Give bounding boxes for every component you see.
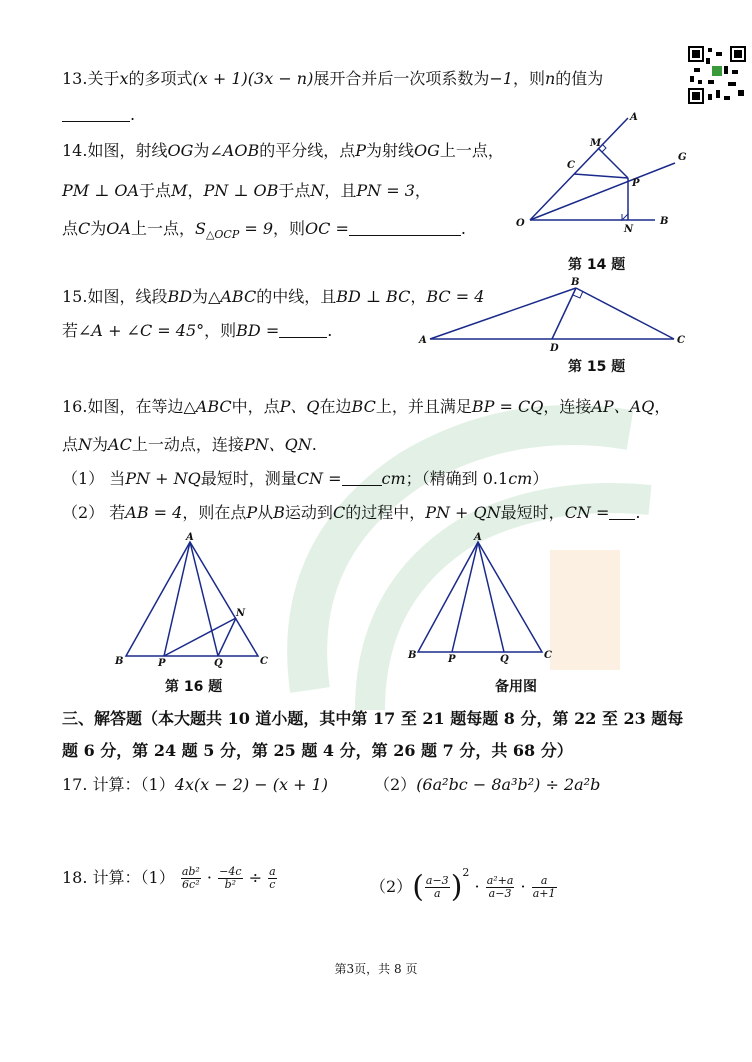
page-footer: 第3页，共 8 页 (334, 962, 418, 976)
question-16-line-1: 16.如图，在等边△ABC中，点P、Q在边BC上，并且满足BP = CQ，连接AP、AQ， (62, 397, 671, 416)
fig14-label-N: N (624, 224, 634, 235)
fig16b-label-C: C (544, 650, 552, 661)
qr-code-icon (688, 46, 746, 104)
fig16-backup-caption: 备用图 (495, 679, 537, 695)
question-16-part-1: （1） 当PN + NQ最短时，测量CN = cm；（精确到 0.1cm） (62, 469, 549, 488)
figure-16 (112, 532, 272, 668)
fig16b-label-Q: Q (500, 654, 509, 665)
figure-14 (510, 108, 700, 240)
question-16-part-2: （2） 若AB = 4，则在点P从B运动到C的过程中，PN + QN最短时，CN = . (62, 503, 641, 522)
fig16-label-C: C (260, 656, 268, 667)
question-14-line-1: 14.如图，射线OG为∠AOB的平分线，点P为射线OG上一点， (62, 141, 504, 160)
fig16b-label-B: B (408, 650, 417, 661)
fig16-label-Q: Q (214, 658, 223, 668)
fig16-label-A: A (186, 532, 194, 543)
fig14-label-A: A (630, 112, 638, 123)
question-18-part-2: （2）( $\frac{a-3}{a}$ )$^2$ · $\frac{\text{a²+a}}{a-3}$ · $\frac{a}{a+1}$ (370, 866, 556, 905)
fig16-label-B: B (115, 656, 124, 667)
fig14-caption: 第 14 题 (568, 257, 626, 273)
fig16-caption: 第 16 题 (165, 679, 223, 695)
question-14-line-3: 点C为OA上一点，$S_{\triangle OCP} = 9$，则OC = . (62, 219, 466, 242)
fig16b-label-P: P (448, 654, 456, 665)
question-14-line-2: PM ⊥ OA于点M，PN ⊥ OB于点N，且PN = 3， (62, 181, 431, 200)
fig14-label-B: B (660, 216, 669, 227)
fig15-label-A: A (419, 335, 427, 346)
fig16-label-N: N (236, 608, 246, 619)
question-15-line-2: 若∠A + ∠C = 45°，则BD = . (62, 321, 333, 340)
fig15-caption: 第 15 题 (568, 359, 626, 375)
question-13: 13.关于x的多项式(x + 1)(3x − n)展开合并后一次项系数为−1，则n的值为 (62, 69, 604, 88)
fig14-label-G: G (678, 152, 687, 163)
figure-15 (416, 276, 692, 352)
q13-answer-blank: . (62, 104, 135, 126)
fig14-label-O: O (516, 218, 525, 229)
fig15-label-B: B (571, 277, 580, 288)
fig14-label-P: P (632, 178, 640, 189)
fig16b-label-A: A (474, 532, 482, 543)
fig16-label-P: P (158, 658, 166, 668)
section-3-heading-line-2: 题 6 分，第 24 题 5 分，第 25 题 4 分，第 26 题 7 分，共 68 分） (62, 741, 573, 760)
question-18-part-1: 18. 计算：（1） $\frac{\text{ab²}}{\text{6c²}}$ · $\frac{-4c}{\text{b²}}$ ÷ $\frac{a}{c}$ (62, 865, 276, 891)
figure-16-backup (404, 532, 560, 668)
question-17: 17. 计算：（1）4x(x − 2) − (x + 1) (62, 775, 329, 794)
section-3-heading-line-1: 三、解答题（本大题共 10 道小题，其中第 17 至 21 题每题 8 分，第 22 至 23 题每 (62, 709, 684, 728)
question-16-line-2: 点N为AC上一动点，连接PN、QN. (62, 435, 317, 454)
question-15-line-1: 15.如图，线段BD为△ABC的中线，且BD ⊥ BC，BC = 4 (62, 287, 485, 306)
fig15-label-C: C (677, 335, 685, 346)
fig14-label-C: C (567, 160, 575, 171)
fig15-label-D: D (550, 343, 559, 352)
question-17-part-2: （2）(6a²bc − 8a³b²) ÷ 2a²b (374, 775, 601, 794)
fig14-label-M: M (590, 138, 602, 149)
